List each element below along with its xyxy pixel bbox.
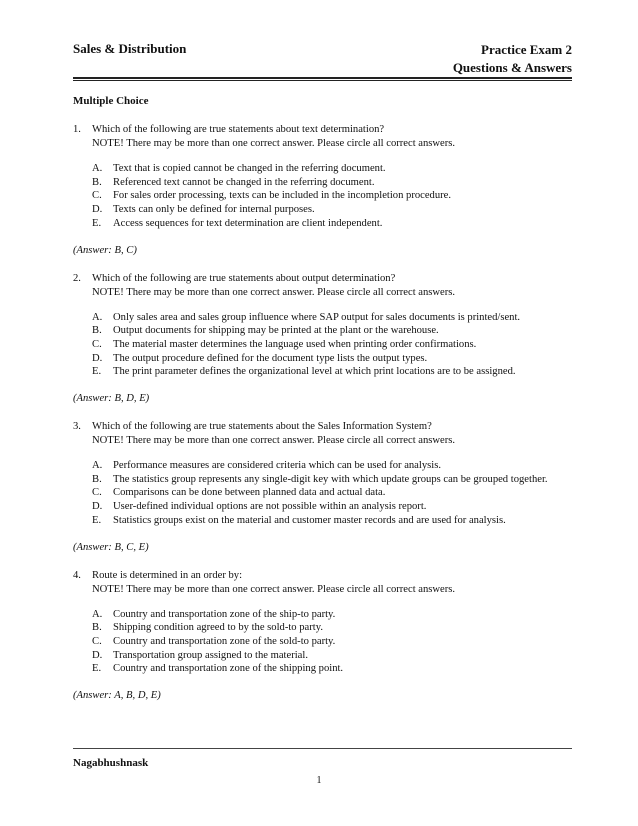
question — [73, 420, 573, 555]
option-text: Output documents for shipping may be printed at the plant or the warehouse. — [113, 325, 439, 337]
option-item — [92, 311, 573, 325]
answer-key: (Answer: B, D, E) — [73, 393, 150, 405]
header-exam-subtitle: Questions & Answers — [452, 60, 572, 75]
option-list — [73, 162, 573, 231]
option-letter: C. — [92, 190, 102, 202]
question-number: 2. — [73, 272, 81, 284]
option-text: Country and transportation zone of the sold-to party. — [113, 635, 336, 647]
option-text: Text that is copied cannot be changed in the referring document. — [113, 163, 386, 174]
option-item — [92, 662, 573, 676]
option-letter: D. — [92, 204, 103, 216]
question — [73, 272, 573, 407]
answer-key: (Answer: A, B, D, E) — [73, 690, 161, 702]
option-letter: C. — [92, 635, 102, 647]
option-text: The material master determines the language used when printing order confirmations. — [113, 338, 477, 350]
option-text: Country and transportation zone of the shipping point. — [113, 663, 344, 675]
option-list — [73, 608, 573, 677]
option-letter: A. — [92, 608, 103, 620]
option-text: The statistics group represents any single-digit key with which update groups can be grouped together. — [113, 473, 548, 485]
option-letter: A. — [92, 460, 103, 472]
option-item — [92, 608, 573, 622]
option-item — [92, 189, 573, 203]
option-item — [92, 635, 573, 649]
option-list — [73, 311, 573, 380]
header-exam-info — [453, 41, 572, 77]
option-item — [92, 217, 573, 231]
question — [73, 123, 573, 258]
header-rule-thin — [73, 80, 572, 81]
option-letter: D. — [92, 649, 103, 661]
option-item — [92, 459, 573, 473]
option-letter: C. — [92, 338, 102, 350]
option-text: Comparisons can be done between planned data and actual data. — [113, 487, 386, 499]
footer-author: Nagabhushnask — [73, 757, 149, 769]
question-note: NOTE! There may be more than one correct answer. Please circle all correct answers. — [92, 286, 456, 298]
option-text: Statistics groups exist on the material and customer master records and are used for analysis. — [113, 514, 506, 526]
option-text: Only sales area and sales group influence where SAP output for sales documents is printed/sent. — [113, 311, 521, 323]
option-text: For sales order processing, texts can be included in the incompletion procedure. — [113, 190, 452, 202]
option-item — [92, 649, 573, 663]
option-letter: E. — [92, 514, 102, 526]
option-letter: A. — [92, 311, 103, 323]
question-note: NOTE! There may be more than one correct answer. Please circle all correct answers. — [92, 138, 456, 149]
option-item — [92, 338, 573, 352]
answer-key: (Answer: B, C) — [73, 244, 137, 256]
option-text: Country and transportation zone of the ship-to party. — [113, 608, 336, 620]
option-item — [92, 500, 573, 514]
option-item — [92, 176, 573, 190]
option-text: The print parameter defines the organizational level at which print locations are to be assigned. — [113, 366, 516, 378]
option-text: User-defined individual options are not possible within an analysis report. — [113, 501, 427, 513]
question-note: NOTE! There may be more than one correct answer. Please circle all correct answers. — [92, 435, 456, 447]
option-text: Transportation group assigned to the material. — [113, 649, 308, 661]
option-item — [92, 621, 573, 635]
exam-content — [73, 95, 573, 717]
option-letter: E. — [92, 217, 102, 229]
option-item — [92, 352, 573, 366]
option-text: Access sequences for text determination are client independent. — [113, 217, 383, 229]
option-item — [92, 473, 573, 487]
option-letter: E. — [92, 663, 102, 675]
option-letter: A. — [92, 163, 103, 174]
option-item — [92, 162, 573, 176]
option-item — [92, 203, 573, 217]
option-text: Referenced text cannot be changed in the referring document. — [113, 176, 375, 188]
option-item — [92, 486, 573, 500]
option-letter: B. — [92, 473, 102, 485]
footer-rule — [73, 748, 572, 749]
header-rule-thick — [73, 77, 572, 79]
question-note: NOTE! There may be more than one correct answer. Please circle all correct answers. — [92, 583, 456, 595]
question-text: Which of the following are true statements about output determination? — [92, 272, 396, 284]
page-number: 1 — [316, 775, 322, 786]
header-exam-name: Practice Exam 2 — [481, 42, 572, 57]
question-number: 3. — [73, 421, 81, 433]
option-letter: E. — [92, 366, 102, 378]
section-title: Multiple Choice — [73, 95, 149, 107]
option-list — [73, 459, 573, 528]
answer-key: (Answer: B, C, E) — [73, 541, 149, 553]
question-text: Which of the following are true statements about the Sales Information System? — [92, 421, 432, 433]
option-text: Performance measures are considered criteria which can be used for analysis. — [113, 460, 441, 472]
option-letter: D. — [92, 352, 103, 364]
option-letter: B. — [92, 176, 102, 188]
question — [73, 569, 573, 704]
option-text: Texts can only be defined for internal purposes. — [113, 204, 315, 216]
option-letter: C. — [92, 487, 102, 499]
question-text: Route is determined in an order by: — [92, 569, 243, 581]
option-letter: B. — [92, 622, 102, 634]
header-title: Sales & Distribution — [73, 41, 187, 56]
question-text: Which of the following are true statements about text determination? — [92, 124, 385, 135]
option-letter: B. — [92, 325, 102, 337]
option-letter: D. — [92, 501, 103, 513]
option-text: The output procedure defined for the document type lists the output types. — [113, 352, 428, 364]
question-number: 4. — [73, 569, 81, 581]
option-item — [92, 365, 573, 379]
question-number: 1. — [73, 124, 81, 135]
option-item — [92, 514, 573, 528]
option-item — [92, 324, 573, 338]
option-text: Shipping condition agreed to by the sold-to party. — [113, 622, 323, 634]
